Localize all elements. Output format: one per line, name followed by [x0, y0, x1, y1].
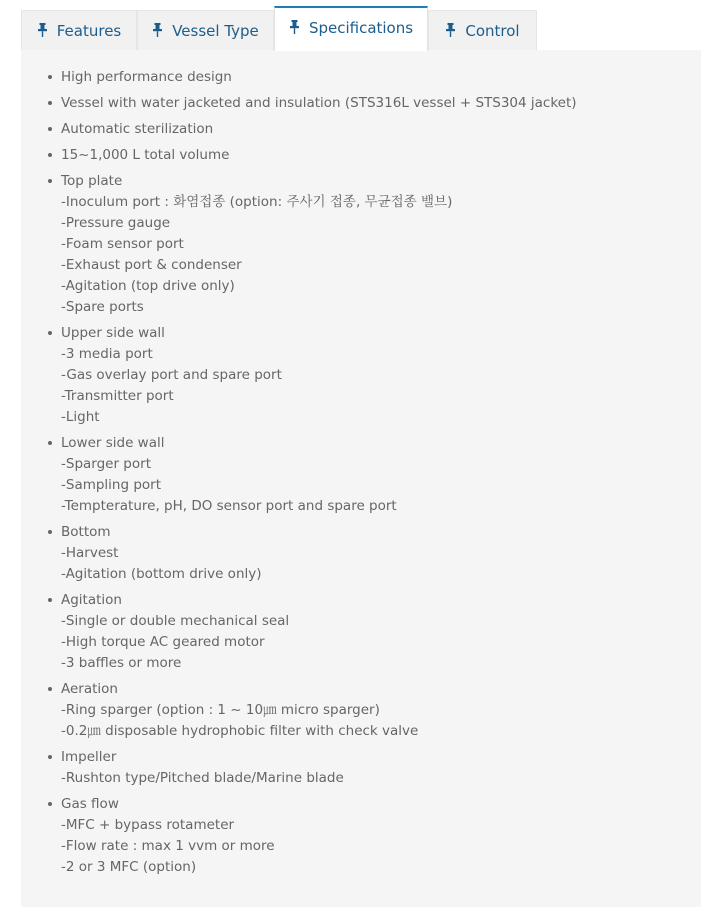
bullet-dot — [48, 802, 52, 806]
spec-list — [61, 67, 691, 883]
spec-detail: -MFC + bypass rotameter — [61, 817, 235, 833]
spec-item-gas-flow — [61, 794, 691, 878]
tab-control[interactable] — [428, 10, 537, 50]
pushpin-icon — [152, 23, 163, 37]
spec-title: 15~1,000 L total volume — [61, 147, 230, 163]
spec-title: Automatic sterilization — [61, 121, 214, 137]
bullet-dot — [48, 101, 52, 105]
spec-detail: -3 media port — [61, 346, 153, 362]
pushpin-icon — [445, 23, 456, 37]
spec-detail: -0.2㎛ disposable hydrophobic filter with check valve — [61, 723, 419, 739]
pushpin-icon — [37, 23, 48, 37]
spec-detail: -Tempterature, pH, DO sensor port and spare port — [61, 498, 397, 514]
spec-item-bottom — [61, 522, 691, 585]
bullet-dot — [48, 153, 52, 157]
bullet-dot — [48, 687, 52, 691]
tab-features-label: Features — [56, 22, 122, 40]
bullet-dot — [48, 598, 52, 602]
spec-item-upper-side-wall — [61, 323, 691, 428]
bullet-dot — [48, 755, 52, 759]
spec-detail: -Rushton type/Pitched blade/Marine blade — [61, 770, 344, 786]
spec-item — [61, 119, 691, 140]
spec-item — [61, 145, 691, 166]
spec-detail: -Harvest — [61, 545, 119, 561]
pushpin-icon — [289, 20, 300, 34]
spec-detail: -Light — [61, 409, 100, 425]
tab-bar — [21, 6, 701, 50]
spec-detail: -Single or double mechanical seal — [61, 613, 290, 629]
spec-item-aeration — [61, 679, 691, 742]
bullet-dot — [48, 441, 52, 445]
spec-detail: -Pressure gauge — [61, 215, 171, 231]
spec-title: Lower side wall — [61, 435, 165, 451]
tab-vessel-type[interactable] — [137, 10, 274, 50]
spec-detail: -Spare ports — [61, 299, 144, 315]
spec-detail: -Agitation (bottom drive only) — [61, 566, 262, 582]
spec-detail: -Transmitter port — [61, 388, 174, 404]
spec-detail: -Ring sparger (option : 1 ~ 10㎛ micro sparger) — [61, 702, 380, 718]
tab-control-label: Control — [465, 22, 520, 40]
spec-title: Vessel with water jacketed and insulation (STS316L vessel + STS304 jacket) — [61, 95, 577, 111]
spec-title: Aeration — [61, 681, 118, 697]
bullet-dot — [48, 530, 52, 534]
spec-detail: -Foam sensor port — [61, 236, 184, 252]
spec-title: Upper side wall — [61, 325, 165, 341]
spec-title: Agitation — [61, 592, 122, 608]
tab-specifications-label: Specifications — [308, 19, 414, 37]
spec-detail: -Flow rate : max 1 vvm or more — [61, 838, 275, 854]
spec-item-lower-side-wall — [61, 433, 691, 517]
tab-specifications[interactable] — [274, 6, 428, 51]
bullet-dot — [48, 75, 52, 79]
bullet-dot — [48, 127, 52, 131]
spec-item-impeller — [61, 747, 691, 789]
spec-detail: -Exhaust port & condenser — [61, 257, 242, 273]
spec-item-agitation — [61, 590, 691, 674]
spec-detail: -Sparger port — [61, 456, 151, 472]
bullet-dot — [48, 331, 52, 335]
spec-item — [61, 93, 691, 114]
spec-detail: -High torque AC geared motor — [61, 634, 265, 650]
tab-features[interactable] — [21, 10, 137, 50]
spec-item — [61, 67, 691, 88]
spec-detail: -Gas overlay port and spare port — [61, 367, 282, 383]
spec-detail: -3 baffles or more — [61, 655, 182, 671]
spec-title: Gas flow — [61, 796, 119, 812]
specifications-panel — [21, 50, 701, 907]
spec-title: High performance design — [61, 69, 232, 85]
spec-detail: -2 or 3 MFC (option) — [61, 859, 197, 875]
spec-title: Bottom — [61, 524, 111, 540]
spec-detail: -Sampling port — [61, 477, 162, 493]
spec-title: Impeller — [61, 749, 117, 765]
spec-item-top-plate — [61, 171, 691, 318]
tab-vessel-type-label: Vessel Type — [172, 22, 259, 40]
spec-detail: -Inoculum port : 화염접종 (option: 주사기 접종, 무균접종 밸브) — [61, 194, 453, 210]
bullet-dot — [48, 179, 52, 183]
spec-title: Top plate — [61, 173, 123, 189]
spec-detail: -Agitation (top drive only) — [61, 278, 235, 294]
